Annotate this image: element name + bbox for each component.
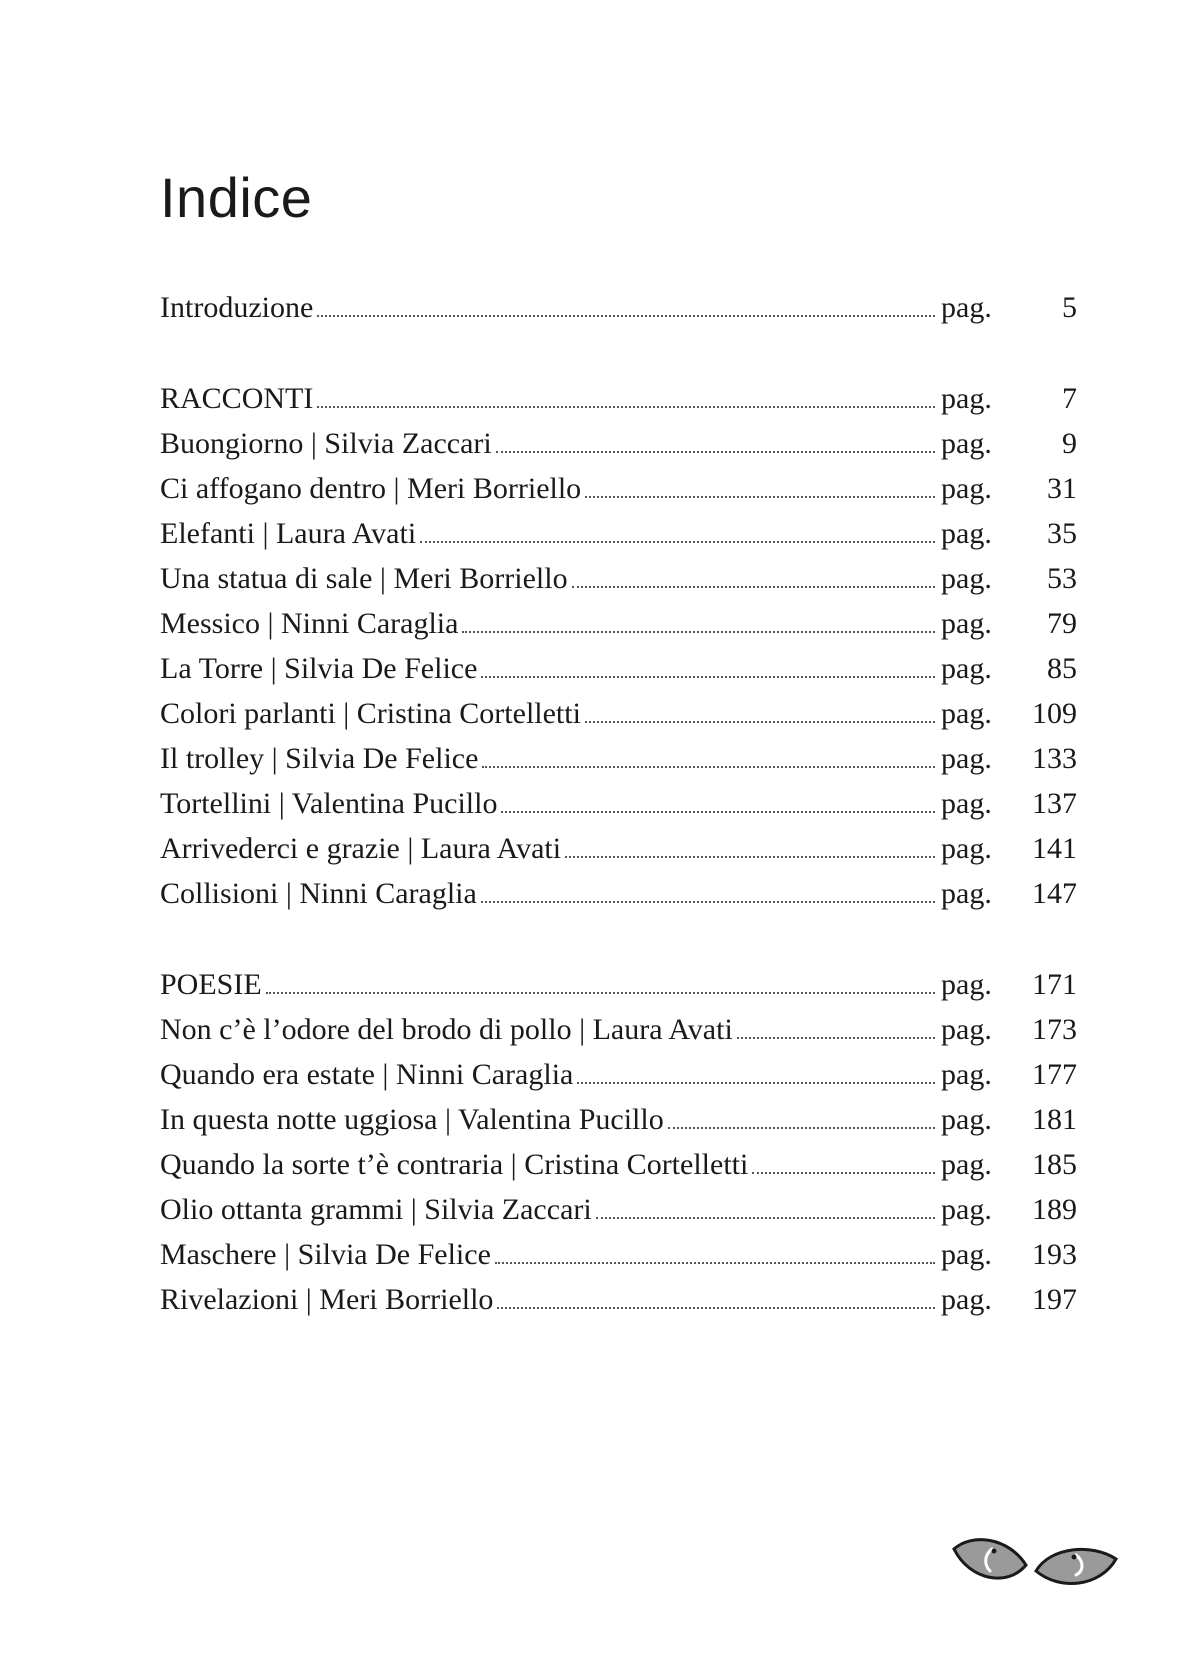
toc-page-number: 189 [1032, 1193, 1077, 1226]
toc-entry [160, 376, 1077, 421]
toc-pag-label: pag. [941, 1238, 992, 1271]
toc-entry-title: Quando era estate | Ninni Caraglia [160, 1058, 574, 1091]
dot-leader [462, 631, 935, 633]
toc-pag-label: pag. [941, 1013, 992, 1046]
toc-page-number: 85 [1047, 652, 1077, 685]
toc-pag-label: pag. [941, 382, 992, 415]
toc-entry-title: RACCONTI [160, 382, 314, 415]
dot-leader [317, 315, 935, 317]
toc-pag-label: pag. [941, 562, 992, 595]
dot-leader [481, 901, 935, 903]
toc-entry-title: Maschere | Silvia De Felice [160, 1238, 491, 1271]
toc-page-number: 147 [1032, 877, 1077, 910]
dot-leader [752, 1172, 935, 1174]
toc-entry [160, 1052, 1077, 1097]
dot-leader [482, 766, 935, 768]
toc-pag-label: pag. [941, 1148, 992, 1181]
dot-leader [501, 811, 935, 813]
toc-entry [160, 962, 1077, 1007]
toc-page-number: 185 [1032, 1148, 1077, 1181]
dot-leader [481, 676, 935, 678]
toc-pag-label: pag. [941, 1193, 992, 1226]
toc-entry [160, 1142, 1077, 1187]
dot-leader [420, 541, 935, 543]
toc-pag-label: pag. [941, 742, 992, 775]
dot-leader [668, 1127, 935, 1129]
toc-section [160, 962, 1077, 1322]
toc-entry-title: Messico | Ninni Caraglia [160, 607, 459, 640]
dot-leader [565, 856, 935, 858]
toc-page-number: 7 [1062, 382, 1077, 415]
toc-entry [160, 691, 1077, 736]
toc-entry [160, 646, 1077, 691]
toc-entry-title: Elefanti | Laura Avati [160, 517, 417, 550]
toc-pag-label: pag. [941, 832, 992, 865]
toc-entry-title: Collisioni | Ninni Caraglia [160, 877, 477, 910]
toc-entry [160, 1007, 1077, 1052]
toc-entry-title: Tortellini | Valentina Pucillo [160, 787, 498, 820]
dot-leader [495, 1262, 935, 1264]
dot-leader [585, 721, 935, 723]
eyes-icon [950, 1535, 1120, 1595]
toc-page-number: 193 [1032, 1238, 1077, 1271]
toc-page-number: 9 [1062, 427, 1077, 460]
toc-entry [160, 871, 1077, 916]
toc-page-number: 35 [1047, 517, 1077, 550]
toc-page-number: 133 [1032, 742, 1077, 775]
toc-entry [160, 421, 1077, 466]
toc-entry [160, 511, 1077, 556]
toc-pag-label: pag. [941, 652, 992, 685]
toc-entry-title: Olio ottanta grammi | Silvia Zaccari [160, 1193, 592, 1226]
dot-leader [497, 1307, 935, 1309]
dot-leader [596, 1217, 935, 1219]
toc-entry-title: Buongiorno | Silvia Zaccari [160, 427, 492, 460]
toc-pag-label: pag. [941, 607, 992, 640]
toc-entry [160, 601, 1077, 646]
toc-page-number: 141 [1032, 832, 1077, 865]
toc-page-number: 79 [1047, 607, 1077, 640]
toc-entry-title: POESIE [160, 968, 262, 1001]
toc-page-number: 109 [1032, 697, 1077, 730]
toc-entry-title: Rivelazioni | Meri Borriello [160, 1283, 494, 1316]
toc-entry [160, 1232, 1077, 1277]
toc-entry-title: Quando la sorte t’è contraria | Cristina Cortelletti [160, 1148, 749, 1181]
dot-leader [496, 451, 935, 453]
toc-entry-title: Non c’è l’odore del brodo di pollo | Laura Avati [160, 1013, 733, 1046]
toc-pag-label: pag. [941, 787, 992, 820]
toc-page-number: 171 [1032, 968, 1077, 1001]
toc-pag-label: pag. [941, 1058, 992, 1091]
toc-entry [160, 466, 1077, 511]
toc-section [160, 285, 1077, 330]
toc-entry [160, 285, 1077, 330]
dot-leader [266, 992, 935, 994]
toc-entry-title: Una statua di sale | Meri Borriello [160, 562, 568, 595]
toc-entry [160, 1187, 1077, 1232]
toc-entry [160, 736, 1077, 781]
toc-entry [160, 781, 1077, 826]
toc-page-number: 137 [1032, 787, 1077, 820]
toc-page-number: 181 [1032, 1103, 1077, 1136]
toc-entry-title: Introduzione [160, 291, 314, 324]
toc-pag-label: pag. [941, 697, 992, 730]
toc-entry [160, 1277, 1077, 1322]
dot-leader [585, 496, 935, 498]
toc-entry-title: Ci affogano dentro | Meri Borriello [160, 472, 582, 505]
toc-entry [160, 826, 1077, 871]
toc-pag-label: pag. [941, 472, 992, 505]
toc-entry-title: Colori parlanti | Cristina Cortelletti [160, 697, 581, 730]
toc-entry-title: La Torre | Silvia De Felice [160, 652, 478, 685]
toc-entry [160, 556, 1077, 601]
toc-pag-label: pag. [941, 877, 992, 910]
toc-page-number: 5 [1062, 291, 1077, 324]
dot-leader [317, 406, 935, 408]
toc-entry-title: Il trolley | Silvia De Felice [160, 742, 479, 775]
dot-leader [577, 1082, 935, 1084]
toc-pag-label: pag. [941, 1103, 992, 1136]
toc-pag-label: pag. [941, 291, 992, 324]
toc-pag-label: pag. [941, 517, 992, 550]
toc-page-number: 53 [1047, 562, 1077, 595]
dot-leader [737, 1037, 935, 1039]
toc-pag-label: pag. [941, 427, 992, 460]
page-title: Indice [160, 166, 313, 229]
toc-page-number: 177 [1032, 1058, 1077, 1091]
table-of-contents [160, 285, 1077, 1368]
dot-leader [572, 586, 935, 588]
toc-page-number: 31 [1047, 472, 1077, 505]
toc-entry-title: In questa notte uggiosa | Valentina Pucillo [160, 1103, 664, 1136]
toc-page-number: 197 [1032, 1283, 1077, 1316]
toc-page-number: 173 [1032, 1013, 1077, 1046]
toc-pag-label: pag. [941, 968, 992, 1001]
toc-entry [160, 1097, 1077, 1142]
toc-pag-label: pag. [941, 1283, 992, 1316]
toc-entry-title: Arrivederci e grazie | Laura Avati [160, 832, 562, 865]
toc-section [160, 376, 1077, 916]
